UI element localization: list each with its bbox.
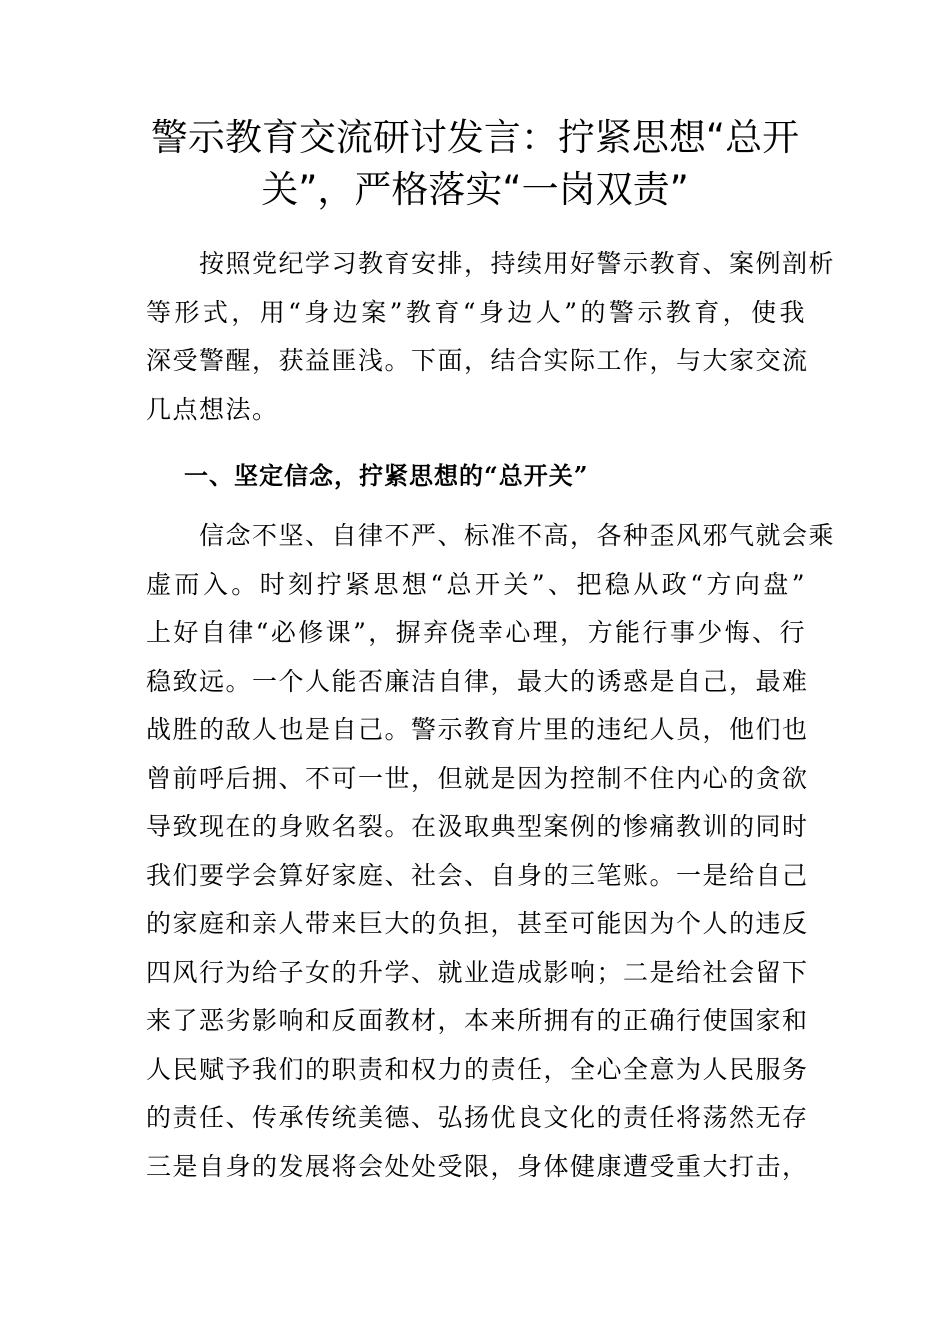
paragraph-line: 曾前呼后拥、不可一世，但就是因为控制不住内心的贪欲 (146, 763, 809, 793)
paragraph-line: 的责任、传承传统美德、弘扬优良文化的责任将荡然无存 (146, 1103, 809, 1132)
title-line: 警示教育交流研讨发言：拧紧思想“总开 (150, 116, 800, 159)
document-title (120, 112, 830, 216)
paragraph-line: 按照党纪学习教育安排，持续用好警示教育、案例剖析 (146, 249, 836, 278)
paragraph-line: 虚而入。时刻拧紧思想“总开关”、把稳从政“方向盘” (146, 569, 806, 599)
section-paragraph (146, 512, 836, 1191)
paragraph-line: 人民赋予我们的职责和权力的责任，全心全意为人民服务 (146, 1054, 809, 1084)
paragraph-line: 来了恶劣影响和反面教材，本来所拥有的正确行使国家和 (146, 1006, 809, 1035)
section-heading: 一、坚定信念，拧紧思想的“总开关” (184, 461, 589, 490)
intro-paragraph (146, 240, 836, 434)
paragraph-line: 导致现在的身败名裂。在汲取典型案例的惨痛教训的同时 (146, 812, 809, 841)
paragraph-line: 上好自律“必修课”，摒弃侥幸心理，方能行事少悔、行 (146, 618, 806, 647)
title-line: 关”，严格落实“一岗双责” (261, 168, 689, 211)
paragraph-line: 几点想法。 (146, 394, 279, 424)
paragraph-line: 的家庭和亲人带来巨大的负担，甚至可能因为个人的违反 (146, 909, 809, 938)
paragraph-line: 信念不坚、自律不严、标准不高，各种歪风邪气就会乘 (146, 521, 836, 550)
paragraph-line: 我们要学会算好家庭、社会、自身的三笔账。一是给自己 (146, 860, 809, 890)
paragraph-line: 三是自身的发展将会处处受限，身体健康遭受重大打击， (146, 1151, 809, 1181)
paragraph-line: 稳致远。一个人能否廉洁自律，最大的诱惑是自己，最难 (146, 666, 809, 696)
paragraph-line: 四风行为给子女的升学、就业造成影响；二是给社会留下 (146, 957, 809, 987)
paragraph-line: 深受警醒，获益匪浅。下面，结合实际工作，与大家交流 (146, 346, 809, 375)
paragraph-line: 等形式，用“身边案”教育“身边人”的警示教育，使我 (146, 297, 806, 327)
paragraph-line: 战胜的敌人也是自己。警示教育片里的违纪人员，他们也 (146, 715, 809, 744)
